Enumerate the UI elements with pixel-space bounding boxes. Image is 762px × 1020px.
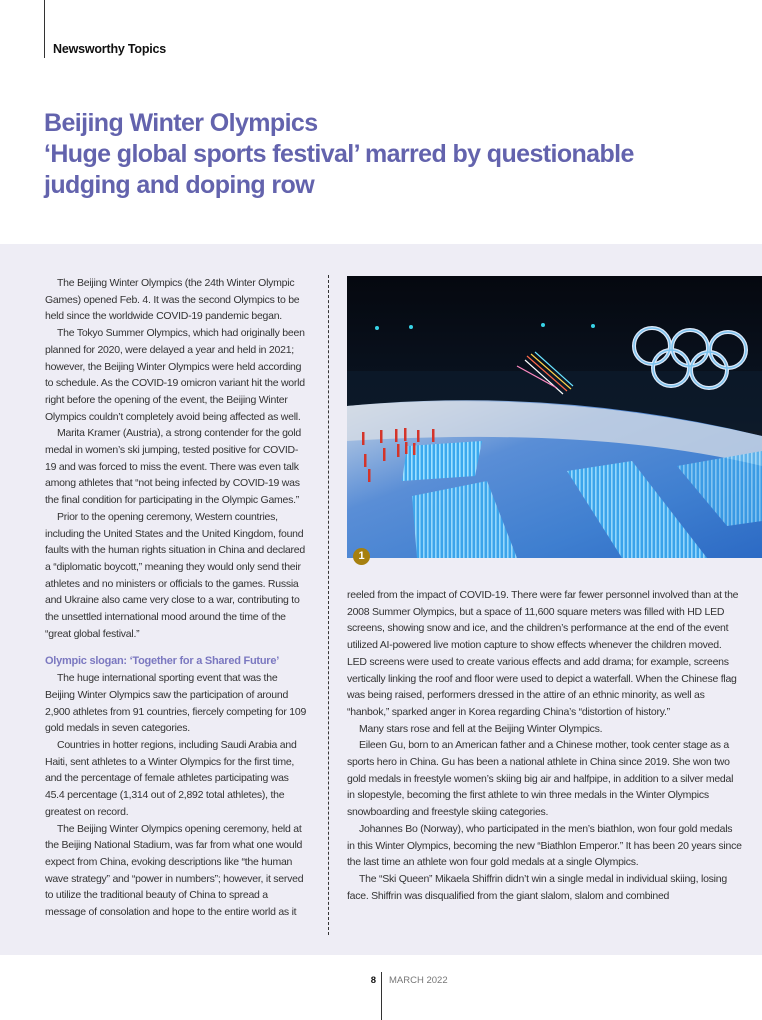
subheading: Olympic slogan: ‘Together for a Shared Future’	[45, 655, 279, 668]
paragraph: The huge international sporting event that was the Beijing Winter Olympics saw the participation of around 2,900 athletes from 91 countries, fiercely competing for 109 gold medals in seven categories.	[45, 672, 307, 735]
column-divider	[328, 275, 329, 935]
paragraph: Prior to the opening ceremony, Western countries, including the United States and the United Kingdom, found faults with the human rights situation in China and declared a “diplomatic boycott,” meaning they would only send their athletes and no ministers or officials to the games. Russia and Ukraine also came very close to a war, contributing to the unsettled international mood around the time of the “great global festival.”	[45, 510, 305, 640]
paragraph: Eileen Gu, born to an American father and a Chinese mother, took center stage as a sports hero in China. Gu has been a national athlete in China since 2019. She won two gold medals in freestyle women’s skiing big air and halfpipe, in addition to a silver medal in slopestyle, becoming the first athlete to win three medals in the Winter Olympics snowboarding and freestyle skiing categories.	[347, 739, 734, 819]
page-number: 8	[370, 975, 376, 986]
issue-date: MARCH 2022	[389, 975, 448, 986]
footer-rule	[381, 972, 382, 1020]
headline-line-2: ‘Huge global sports festival’ marred by questionable	[44, 140, 634, 168]
paragraph: The Beijing Winter Olympics (the 24th Winter Olympic Games) opened Feb. 4. It was the second Olympics to be held since the worldwide COVID-19 pandemic began.	[45, 277, 300, 323]
photo-number-badge: 1	[353, 548, 370, 565]
right-column	[347, 587, 742, 904]
headline-line-3: judging and doping row	[44, 171, 315, 199]
left-column	[45, 275, 307, 921]
headline-line-1: Beijing Winter Olympics	[44, 109, 318, 137]
paragraph: Many stars rose and fell at the Beijing Winter Olympics.	[359, 722, 603, 735]
paragraph: The Tokyo Summer Olympics, which had originally been planned for 2020, were delayed a year and held in 2021; however, the Beijing Winter Olympics were held according to schedule. As the COVID-19 omicron variant hit the world right before the opening of the event, the Beijing Winter Olympics couldn’t completely avoid being affected as well.	[45, 327, 305, 423]
paragraph: Countries in hotter regions, including Saudi Arabia and Haiti, sent athletes to a Winter Olympics for the first time, and the percentage of female athletes participating was 45.4 percentage (1,314 out of 2,892 total athletes), the greatest on record.	[45, 738, 297, 818]
header-rule	[44, 0, 45, 58]
article-headline	[44, 108, 724, 201]
paragraph: The “Ski Queen” Mikaela Shiffrin didn’t win a single medal in individual skiing, losing face. Shiffrin was disqualified from the giant slalom, slalom and combined	[347, 872, 727, 902]
section-label: Newsworthy Topics	[53, 42, 167, 56]
paragraph: Marita Kramer (Austria), a strong contender for the gold medal in women’s ski jumping, tested positive for COVID-19 and was forced to miss the event. There was even talk among athletes that “not being infected by COVID-19 was the final condition for participating in the Olympic Games.”	[45, 427, 301, 507]
paragraph: Johannes Bo (Norway), who participated in the men’s biathlon, won four gold medals in this Winter Olympics, becoming the new “Biathlon Emperor.” It has been 20 years since the last time an athlete won four gold medals at a single Olympics.	[347, 822, 742, 869]
photo-illustration	[347, 276, 762, 558]
opening-ceremony-photo	[347, 276, 762, 558]
paragraph: reeled from the impact of COVID-19. There were far fewer personnel involved than at the 2008 Summer Olympics, but a space of 11,600 square meters was filled with HD LED screens, showing snow and ice, and the children’s performance at the end of the event utilized AI-powered live motion capture to show effects whenever the children moved. LED screens were used to create various effects and add drama; for example, screens vertically linking the roof and floor were used to depict a waterfall. When the Chinese flag was being raised, performers dressed in the attire of an ethnic minority, as well as “hanbok,” sparked anger in Korea regarding China’s “distortion of history.”	[347, 589, 739, 718]
paragraph: The Beijing Winter Olympics opening ceremony, held at the Beijing National Stadium, was far from what one would expect from China, evoking descriptions like “the human wave strategy” and “power in numbers”; however, it served to utilize the traditional beauty of China to spread a message of consolation and hope to the entire world as it	[45, 822, 304, 919]
